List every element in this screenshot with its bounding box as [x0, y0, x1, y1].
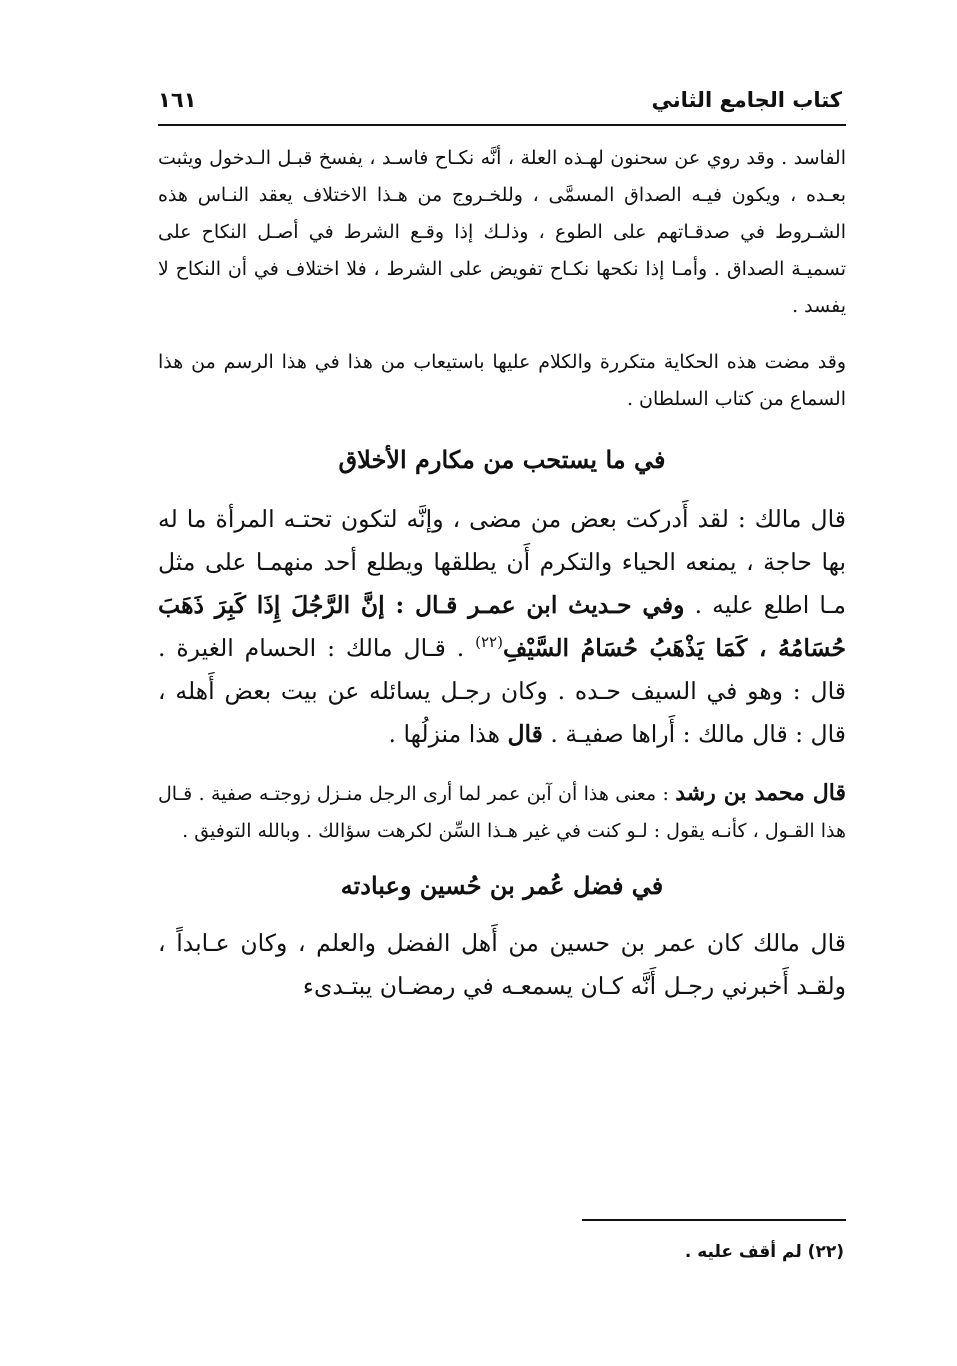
paragraph-4 [158, 775, 846, 850]
paragraph-3 [158, 498, 846, 756]
section-heading-1: في ما يستحب من مكارم الأخلاق [338, 445, 666, 474]
running-header [158, 82, 842, 122]
paragraph-1: الفاسد . وقد روي عن سحنون لهـذه العلة ، أنَّه نكـاح فاسـد ، يفسخ قبـل الـدخول ويثبت بعـده ، ويكون فيـه الصداق المسمَّى ، وللخـروج من هـذا الاختلاف يعقد النـاس هذه الشـروط في صدقـاتهم على الطوع ، وذلـك إذا وقـع الشرط في أصـل النكاح على تسميـة الصداق . وأمـا إذا نكحها نكـاح تفويض على الشرط ، فلا اختلاف في أن النكاح لا يفسد . [158, 147, 846, 317]
header-rule [158, 124, 846, 126]
speaker-name: قال محمد بن رشد [675, 780, 846, 806]
paragraph-4-text: : معنى هذا أن آبن عمر لما أرى الرجل منـزل زوجتـه صفية . قـال هذا القـول ، كأنـه يقول : لـو كنت في غير هـذا السِّن لكرهت سؤالك . وبالله التوفيق . [158, 783, 846, 842]
paragraph-5: قال مالك كان عمر بن حسين من أَهل الفضل والعلم ، وكان عـابداً ، ولقـد أَخبرني رجـل أَنَّه كـان يسمعـه في رمضـان يبتـدىء [158, 929, 846, 1000]
paragraph-3-part-e: هذا منزلُها . [388, 720, 508, 748]
section-heading-2: في فضل عُمر بن حُسين وعبادته [340, 871, 664, 900]
paragraph-3-part-a: قال مالك : لقد أَدركت بعض من مضى ، وإنَّه لتكون تحتـه المرأة ما له بها حاجة ، يمنعه الحياء والتكرم أَن يطلقها ويطلع أحد منهمـا على مثل مـا اطلع عليه . [158, 505, 846, 619]
page-body [158, 140, 846, 1008]
paragraph-3-part-c: . قـال مالك : الحسام الغيرة . قال : وهو في السيف حـده . وكان رجـل يسائله عن بيت بعض أَهله ، قال : قال مالك : أَراها صفيـة . [158, 634, 846, 748]
footnote-reference: (٢٢) [475, 633, 503, 652]
footnote: (٢٢) لم أقف عليه . [684, 1242, 844, 1262]
paragraph-2: وقد مضت هذه الحكاية متكررة والكلام عليها باستيعاب من هذا في هذا الرسم من هذا السماع من كتاب السلطان . [158, 351, 846, 410]
footnote-rule [582, 1219, 846, 1221]
hadith-quote: وفي حـديث ابن عمـر قـال : إنَّ الرَّجُلَ إِذَا كَبِرَ ذَهَبَ حُسَامُهُ ، كَمَا يَذْهَبُ حُسَامُ السَّيْفِ [158, 591, 846, 662]
paragraph-3-bold-qala: قال [507, 720, 543, 748]
page-number: ١٦١ [158, 88, 197, 112]
book-title: كتاب الجامع الثاني [651, 88, 842, 112]
